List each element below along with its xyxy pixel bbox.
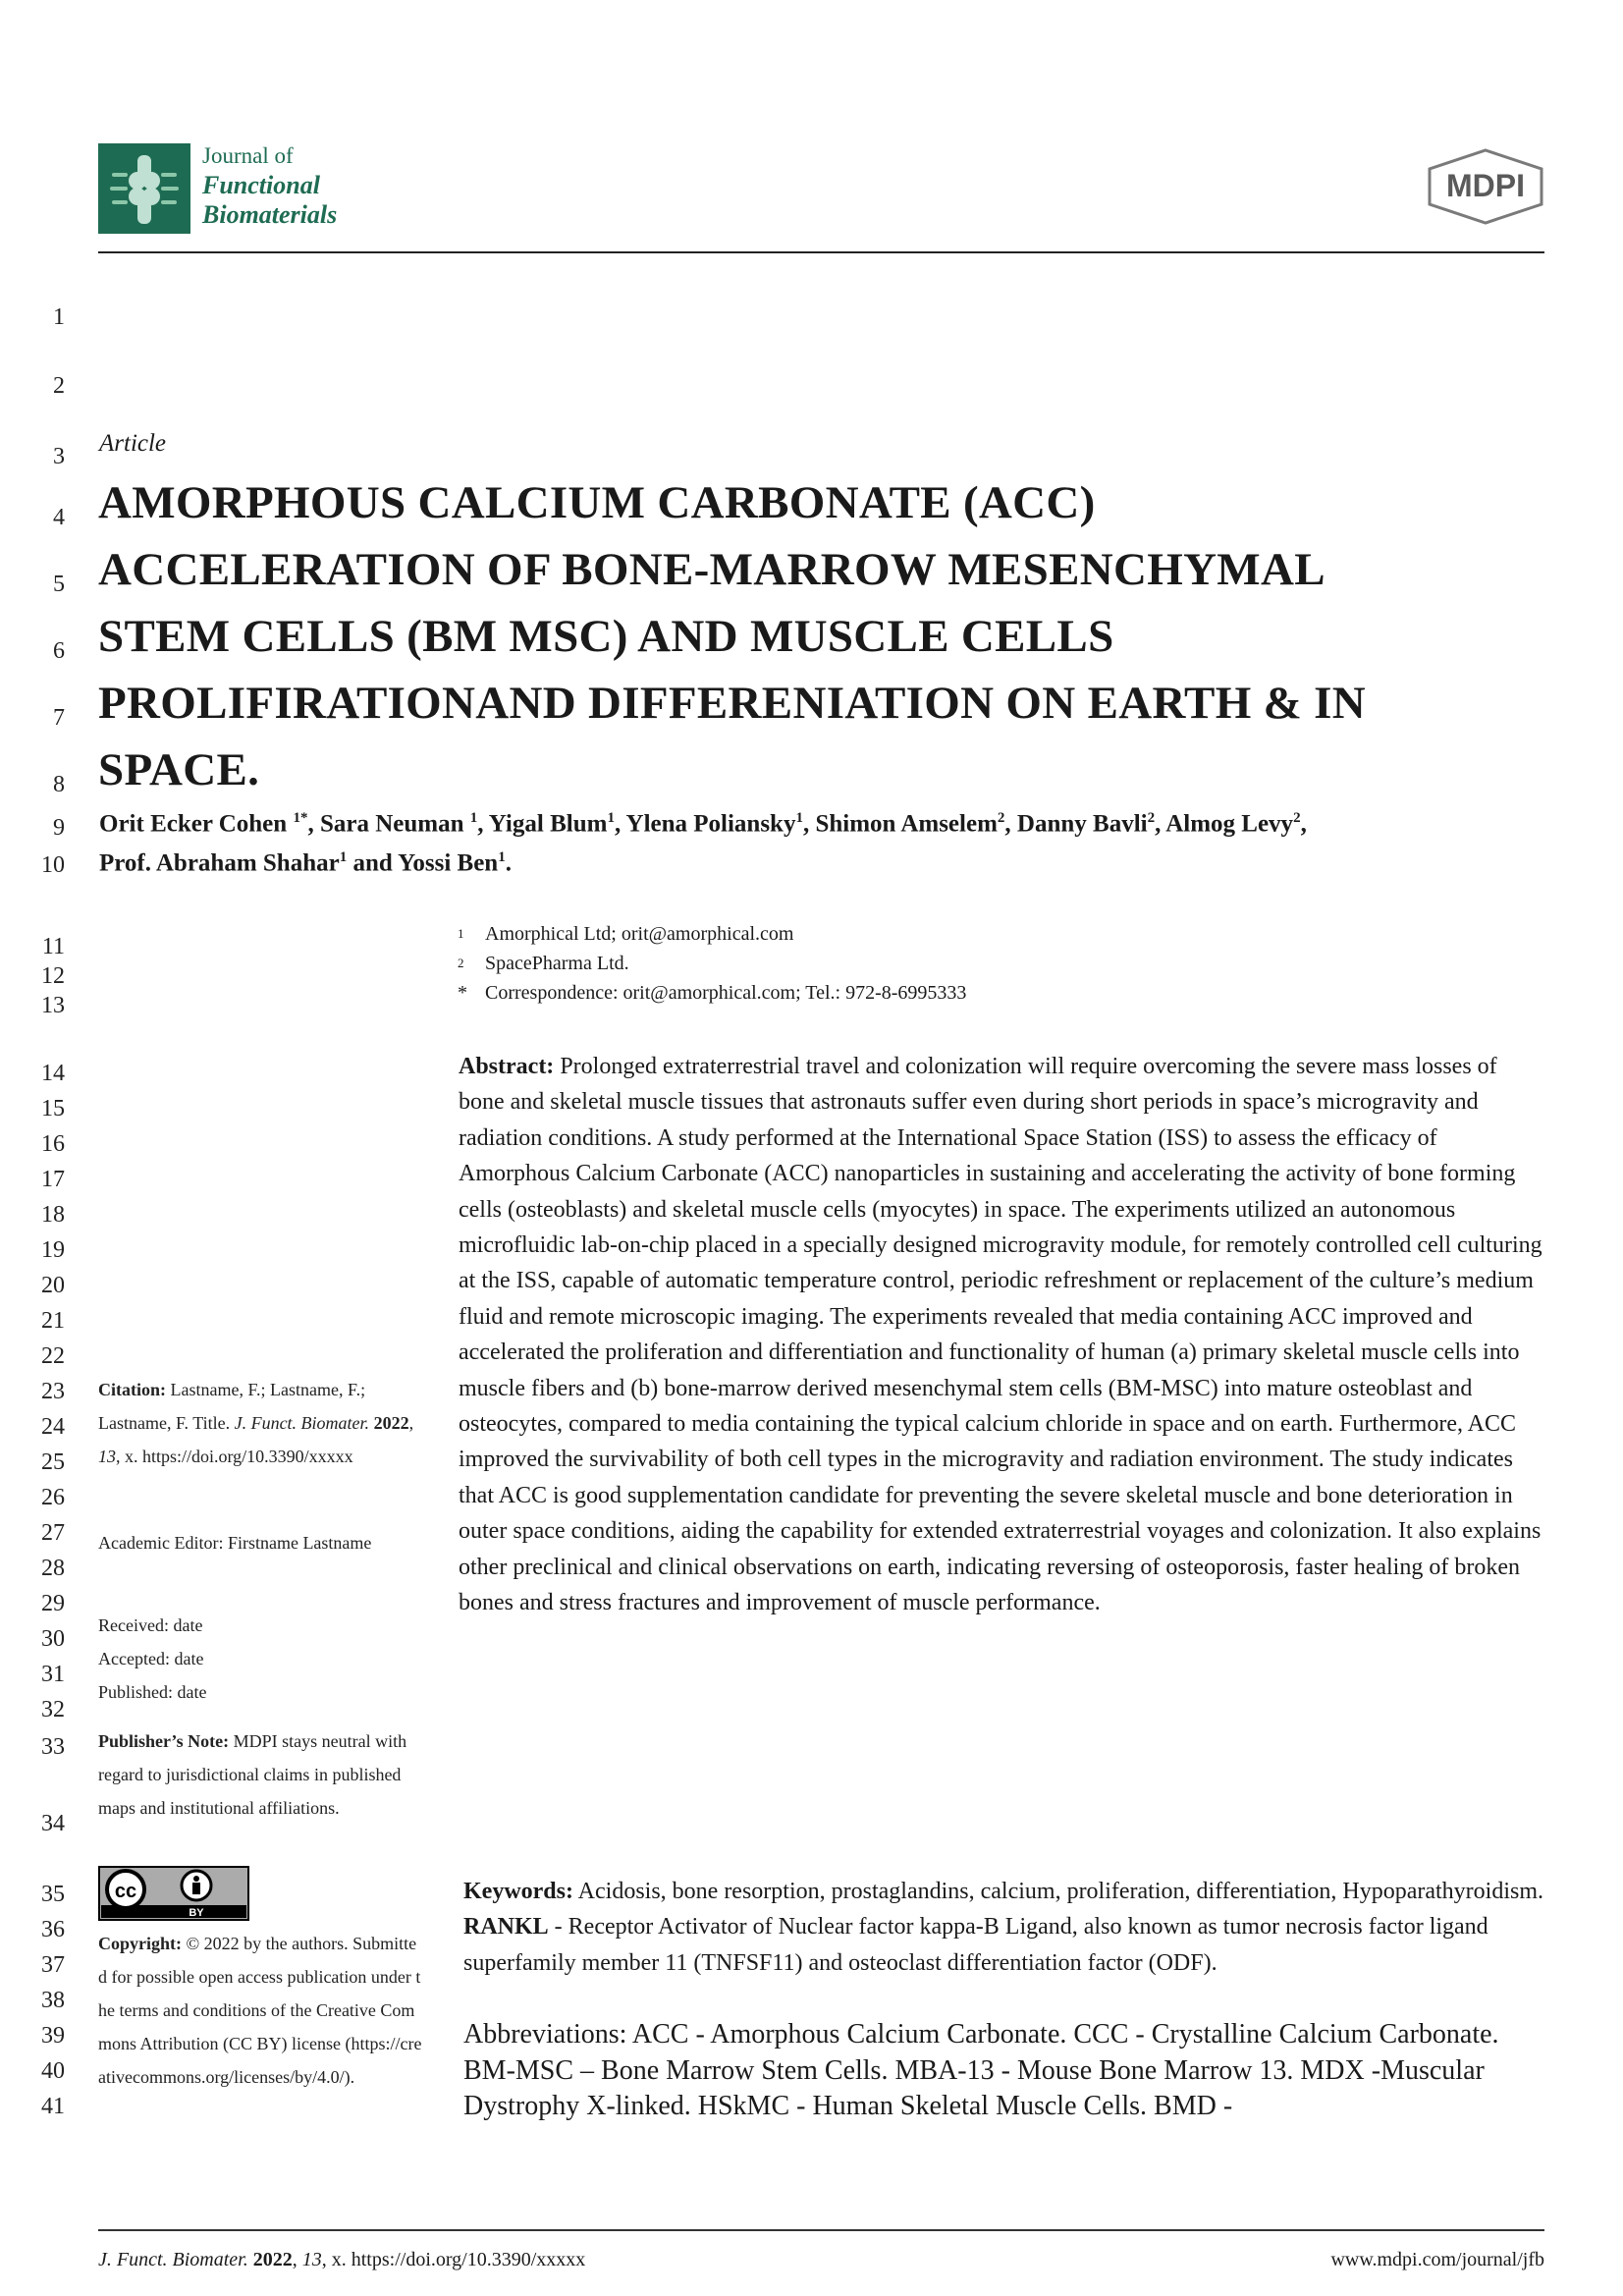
bone-joint-icon	[98, 143, 190, 234]
author-name: , Danny Bavli	[1004, 810, 1148, 838]
author-list	[99, 801, 1552, 881]
author-name: , Shimon Amselem	[802, 810, 998, 838]
citation-volume: 13	[98, 1447, 116, 1466]
abstract	[459, 1049, 1548, 1621]
author-name: , Yigal Blum	[477, 810, 608, 838]
academic-editor: Academic Editor: Firstname Lastname	[98, 1533, 372, 1553]
line-number: 27	[41, 1520, 65, 1546]
line-number: 3	[53, 444, 65, 469]
journal-logo	[98, 143, 190, 234]
line-number: 40	[41, 2058, 65, 2084]
line-number: 13	[41, 993, 65, 1018]
author-line	[99, 801, 1552, 841]
copyright-text: © 2022 by the authors. Submitted for possible open access publication under the terms and conditions of the Creative Commons Attribution (CC BY) license (https://creativecommons.org/licenses/by/4.0/).	[98, 1934, 422, 2087]
title-line: SPACE.	[98, 744, 260, 795]
line-number: 35	[41, 1882, 65, 1907]
publisher-note	[98, 1724, 422, 1825]
line-number: 36	[41, 1917, 65, 1942]
copyright-notice	[98, 1927, 422, 2094]
copyright-label: Copyright:	[98, 1934, 182, 1953]
line-number: 21	[41, 1308, 65, 1334]
footer-website[interactable]: www.mdpi.com/journal/jfb	[1330, 2249, 1544, 2270]
line-number: 9	[53, 815, 65, 841]
mdpi-logo	[1424, 147, 1547, 226]
abbreviations: Abbreviations: ACC - Amorphous Calcium Carbonate. CCC - Crystalline Calcium Carbonate. BM-MSC – Bone Marrow Stem Cells. MBA-13 - Mouse Bone Marrow 13. MDX -Muscular Dystrophy X-linked. HSkMC - Human Skeletal Muscle Cells. BMD -	[463, 2019, 1499, 2121]
author-affiliation-mark: 2	[1293, 810, 1301, 826]
author-line	[99, 841, 1552, 880]
author-affiliation-mark: 1	[469, 810, 478, 826]
affiliation-text: SpacePharma Ltd.	[485, 953, 629, 974]
line-number: 15	[41, 1096, 65, 1121]
affiliation-text: Amorphical Ltd; orit@amorphical.com	[485, 923, 794, 945]
svg-text:cc: cc	[114, 1881, 137, 1902]
line-number: 11	[41, 934, 65, 959]
affiliation-text: Correspondence: orit@amorphical.com; Tel.: 972-8-6995333	[485, 982, 967, 1004]
line-number: 31	[41, 1662, 65, 1687]
keywords-rest: - Receptor Activator of Nuclear factor kappa-B Ligand, also known as tumor necrosis factor ligand superfamily member 11 (TNFSF11) and osteoclast differentiation factor (ODF).	[463, 1914, 1488, 1976]
header-divider	[98, 251, 1544, 253]
line-number: 39	[41, 2023, 65, 2049]
line-number: 6	[53, 638, 65, 664]
line-number: 30	[41, 1626, 65, 1652]
footer-year: 2022	[252, 2249, 293, 2270]
line-number: 20	[41, 1273, 65, 1298]
article-type: Article	[99, 430, 167, 457]
affiliation-mark: 1	[458, 926, 464, 941]
affiliation	[458, 919, 793, 949]
line-number: 26	[41, 1485, 65, 1510]
citation-block: Citation: Lastname, F.; Lastname, F.; Lastname, F. Title. J. Funct. Biomater. 2022, 13, x. https://doi.org/10.3390/xxxxx	[98, 1380, 414, 1466]
author-name: Prof. Abraham Shahar	[99, 849, 340, 877]
line-number: 33	[41, 1734, 65, 1760]
author-affiliation-mark: 2	[1147, 810, 1156, 826]
line-number: 24	[41, 1414, 65, 1440]
line-number: 10	[41, 852, 65, 878]
line-number: 7	[53, 705, 65, 731]
author-name: , Almog Levy	[1155, 810, 1294, 838]
footer-volume: 13	[301, 2249, 322, 2270]
title-line: AMORPHOUS CALCIUM CARBONATE (ACC)	[98, 477, 1096, 528]
author-affiliation-mark: 2	[997, 810, 1005, 826]
line-number: 18	[41, 1202, 65, 1228]
journal-name-line3: Biomaterials	[202, 200, 338, 229]
line-number: 34	[41, 1811, 65, 1836]
line-number: 12	[41, 963, 65, 989]
citation-journal: J. Funct. Biomater.	[234, 1413, 370, 1433]
author-name: ,	[1300, 810, 1307, 838]
line-number: 5	[53, 572, 65, 597]
affiliation	[458, 949, 629, 978]
footer-journal: J. Funct. Biomater.	[98, 2249, 248, 2270]
citation-doi[interactable]: , x. https://doi.org/10.3390/xxxxx	[116, 1447, 353, 1466]
mdpi-logo-text: MDPI	[1446, 168, 1525, 203]
affiliation-mark: 2	[458, 956, 464, 970]
footer-citation: J. Funct. Biomater. 2022, 13, x. https://doi.org/10.3390/xxxxx	[98, 2249, 586, 2270]
title-line: ACCELERATION OF BONE-MARROW MESENCHYMAL	[98, 544, 1325, 595]
author-name: , Ylena Poliansky	[614, 810, 796, 838]
correspondence	[458, 978, 966, 1008]
author-affiliation-mark: 1	[339, 849, 348, 866]
line-number: 37	[41, 1952, 65, 1978]
publisher-note-text: MDPI stays neutral with regard to jurisdictional claims in published maps and institutional affiliations.	[98, 1731, 407, 1818]
received-date: Received: date	[98, 1615, 203, 1635]
line-number: 22	[41, 1343, 65, 1369]
line-number: 38	[41, 1988, 65, 2013]
article-title	[98, 469, 1551, 803]
author-name: and Yossi Ben	[347, 849, 499, 877]
abstract-text: Prolonged extraterrestrial travel and colonization will require overcoming the severe mass losses of bone and skeletal muscle tissues that astronauts suffer even during short periods in space’s microgravity and radiation conditions. A study performed at the International Space Station (ISS) to assess the efficacy of Amorphous Calcium Carbonate (ACC) nanoparticles in sustaining and accelerating the activity of bone forming cells (osteoblasts) and skeletal muscle cells (myocytes) in space. The experiments utilized an autonomous microfluidic lab-on-chip placed in a specially designed microgravity module, for remotely controlled cell culturing at the ISS, capable of automatic temperature control, periodic refreshment or replacement of the culture’s medium fluid and remote microscopic imaging. The experiments revealed that media containing ACC improved and accelerated the proliferation and differentiation and functionality of human (a) primary skeletal muscle cells into muscle fibers and (b) bone-marrow derived mesenchymal stem cells (BM-MSC) into mature osteoblast and osteocytes, compared to media containing the typical calcium chloride in space and on earth. Furthermore, ACC improved the survivability of both cell types in the microgravity and radiation environment. The study indicates that ACC is good supplementation candidate for preventing the severe skeletal muscle and bone deterioration in outer space conditions, aiding the capability for extended extraterrestrial voyages and colonization. It also explains other preclinical and clinical observations on earth, indicating reversing of osteoporosis, faster healing of broken bones and stress fractures and improvement of muscle performance.	[459, 1054, 1542, 1616]
line-number: 4	[53, 505, 65, 530]
keywords-label: Keywords:	[463, 1879, 573, 1904]
author-name: Orit Ecker Cohen	[99, 810, 294, 838]
citation-label: Citation:	[98, 1380, 166, 1399]
keywords	[463, 1874, 1548, 1981]
title-line: STEM CELLS (BM MSC) AND MUSCLE CELLS	[98, 611, 1114, 662]
title-line: PROLIFIRATIONAND DIFFERENIATION ON EARTH & IN	[98, 678, 1366, 729]
journal-name	[202, 141, 337, 230]
line-number: 32	[41, 1697, 65, 1722]
author-affiliation-mark: 1	[795, 810, 803, 826]
author-affiliation-mark: 1	[498, 849, 506, 866]
author-name: , Sara Neuman	[307, 810, 470, 838]
accepted-date: Accepted: date	[98, 1649, 204, 1668]
line-number: 2	[53, 373, 65, 399]
journal-name-line2: Functional	[202, 171, 320, 199]
cc-by-badge[interactable]	[98, 1866, 249, 1921]
footer-divider	[98, 2229, 1544, 2231]
footer-doi[interactable]: , x. https://doi.org/10.3390/xxxxx	[321, 2249, 586, 2270]
line-number: 25	[41, 1449, 65, 1475]
cc-badge-label: BY	[189, 1907, 204, 1919]
line-number: 29	[41, 1591, 65, 1616]
author-name: .	[505, 849, 512, 877]
line-number: 19	[41, 1237, 65, 1263]
line-number: 23	[41, 1379, 65, 1404]
affiliation-mark: *	[458, 982, 467, 1004]
publisher-note-label: Publisher’s Note:	[98, 1731, 230, 1751]
published-date: Published: date	[98, 1682, 207, 1702]
journal-name-line1: Journal of	[202, 143, 294, 168]
citation-text: Lastname, F.; Lastname, F.; Lastname, F. Title.	[98, 1380, 366, 1433]
line-number: 28	[41, 1556, 65, 1581]
keywords-rankl: RANKL	[463, 1914, 549, 1941]
author-affiliation-mark: 1	[607, 810, 615, 826]
citation-year: 2022	[373, 1413, 409, 1433]
line-number: 8	[53, 772, 65, 797]
line-number: 1	[53, 304, 65, 330]
abstract-label: Abstract:	[459, 1054, 555, 1079]
keywords-text: Acidosis, bone resorption, prostaglandins, calcium, proliferation, differentiation, Hypoparathyroidism.	[572, 1879, 1543, 1904]
line-number: 17	[41, 1167, 65, 1192]
author-affiliation-mark: 1*	[293, 810, 308, 826]
line-number: 16	[41, 1131, 65, 1157]
line-number: 41	[41, 2094, 65, 2119]
line-number: 14	[41, 1061, 65, 1086]
